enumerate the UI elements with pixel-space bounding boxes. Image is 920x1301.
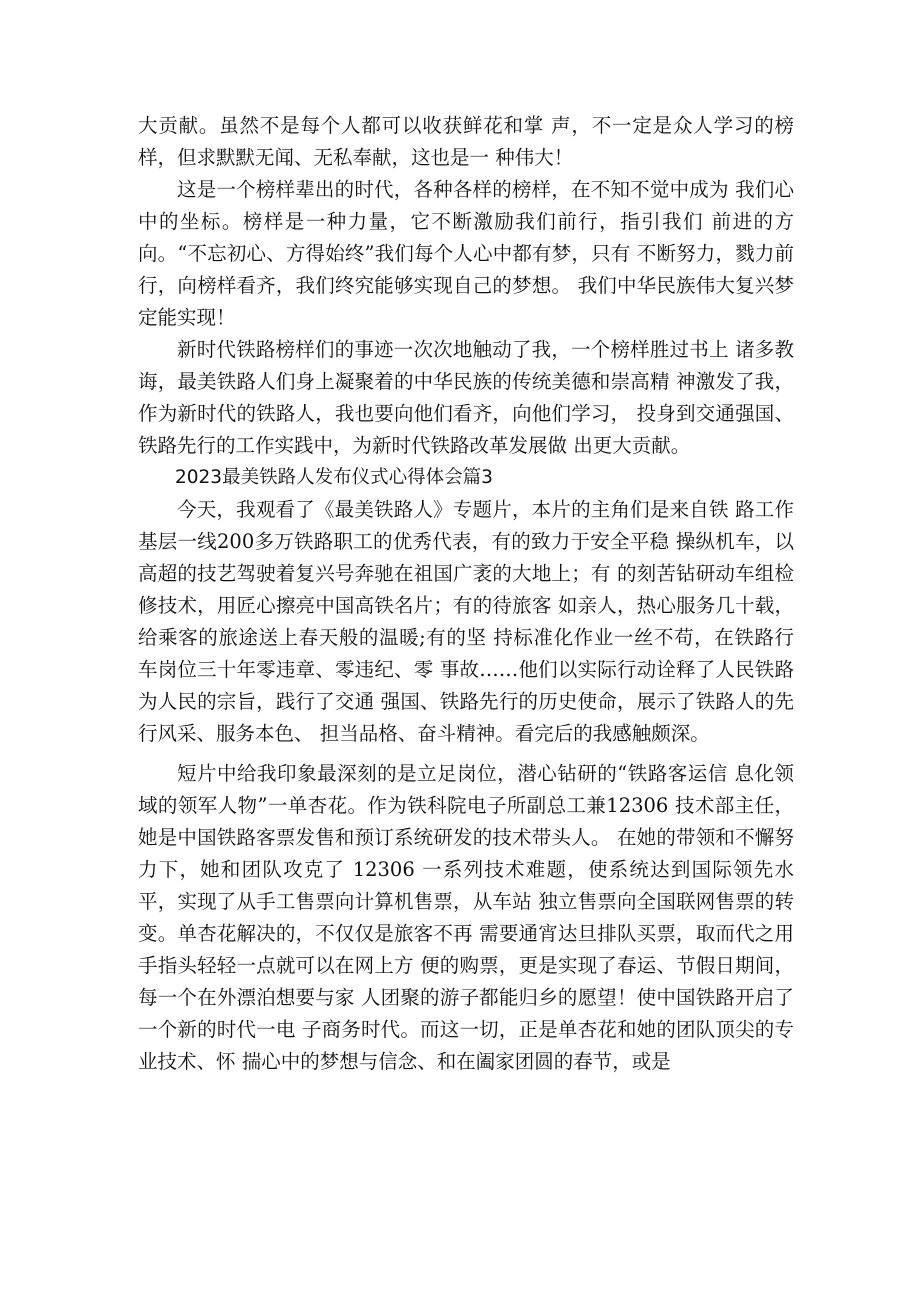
paragraph-gap <box>138 750 794 758</box>
paragraph-shan-xinghua: 短片中给我印象最深刻的是立足岗位，潜心钻研的“铁路客运信 息化领域的领军人物”一单杏花。作为铁科院电子所副总工兼12306 技术部主任，她是中国铁路客票发售和预订系统研发的技术带头人。 在她的带领和不懈努力下，她和团队攻克了 12306 一系列技术难题，使系统达到国际领先水平，实现了从手工售票向计算机售票，从车站 独立售票向全国联网售票的转变。单杏花解决的，不仅仅是旅客不再 需要通宵达旦排队买票，取而代之用手指头轻轻一点就可以在网上方 便的购票，更是实现了春运、节假日期间，每一个在外漂泊想要与家 人团聚的游子都能归乡的愿望！使中国铁路开启了一个新的时代一电 子商务时代。而这一切，正是单杏花和她的团队顶尖的专业技术、怀 揣心中的梦想与信念、和在阖家团圆的春节，或是 <box>138 762 794 1073</box>
document-body <box>138 110 794 1078</box>
paragraph-new-era-railway: 新时代铁路榜样们的事迹一次次地触动了我，一个榜样胜过书上 诸多教诲，最美铁路人们身上凝聚着的中华民族的传统美德和崇高精 神激发了我，作为新时代的铁路人，我也要向他们看齐，向他们学习， 投身到交通强国、铁路先行的工作实践中，为新时代铁路改革发展做 出更大贡献。 <box>138 338 794 457</box>
paragraph-role-models-era: 这是一个榜样辈出的时代，各种各样的榜样，在不知不觉中成为 我们心中的坐标。榜样是一种力量，它不断激励我们前行，指引我们 前进的方向。“不忘初心、方得始终”我们每个人心中都有梦，只有 不断努力，戮力前行，向榜样看齐，我们终究能够实现自己的梦想。 我们中华民族伟大复兴梦定能实现！ <box>138 178 794 329</box>
section-heading: 2023最美铁路人发布仪式心得体会篇3 <box>175 467 493 488</box>
paragraph-documentary: 今天，我观看了《最美铁路人》专题片，本片的主角们是来自铁 路工作基层一线200多万铁路职工的优秀代表，有的致力于安全平稳 操纵机车，以高超的技艺驾驶着复兴号奔驰在祖国广袤的大地上；有 的刻苦钻研动车组检修技术，用匠心擦亮中国高铁名片；有的待旅客 如亲人，热心服务几十载，给乘客的旅途送上春天般的温暖;有的坚 持标准化作业一丝不苟，在铁路行车岗位三十年零违章、零违纪、零 事故……他们以实际行动诠释了人民铁路为人民的宗旨，践行了交通 强国、铁路先行的历史使命，展示了铁路人的先行风采、服务本色、 担当品格、奋斗精神。看完后的我感触颇深。 <box>138 498 794 745</box>
paragraph-continuation: 大贡献。虽然不是每个人都可以收获鲜花和掌 声，不一定是众人学习的榜样，但求默默无闻、无私奉献，这也是一 种伟大！ <box>138 114 794 169</box>
